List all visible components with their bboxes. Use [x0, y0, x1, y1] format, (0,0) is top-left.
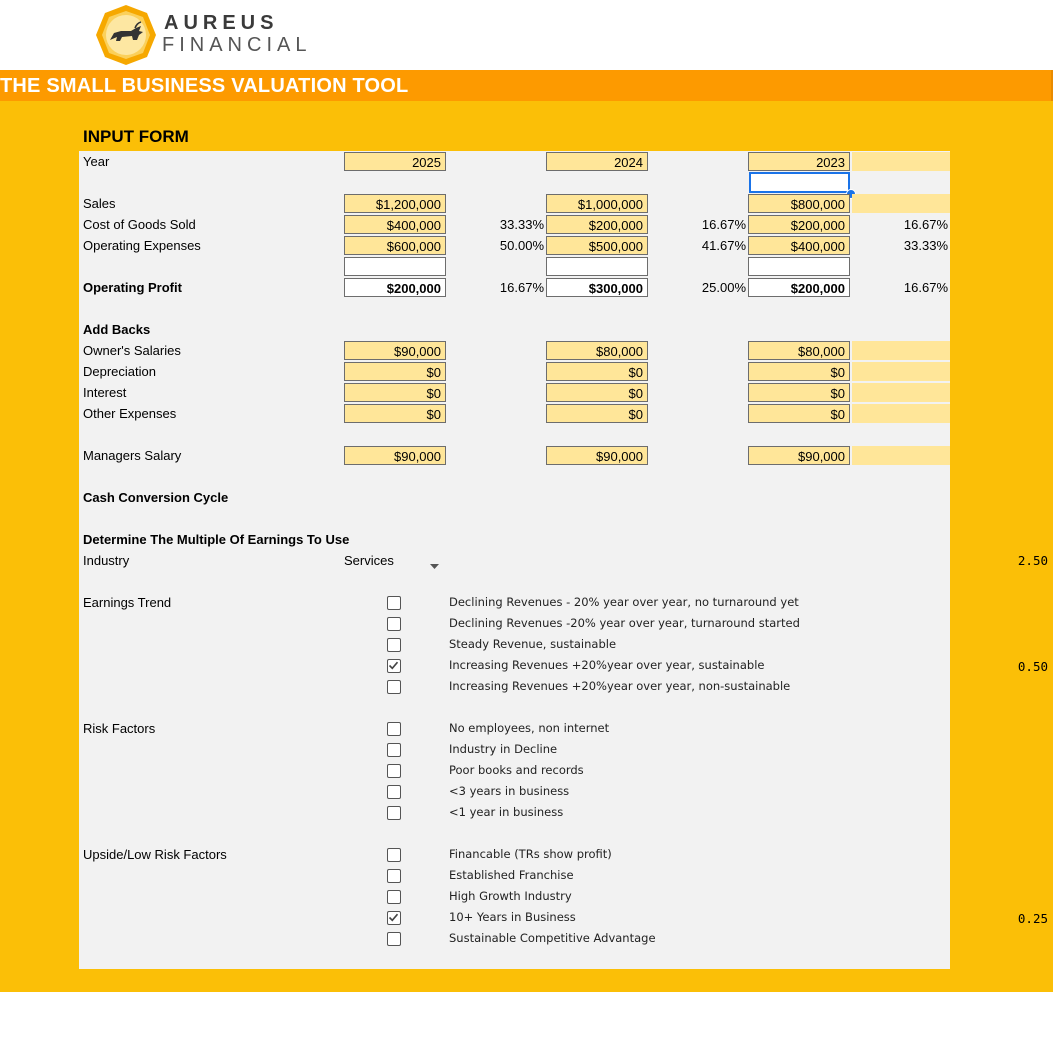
selected-cell[interactable] [749, 172, 850, 193]
risk-factor-option-label: <3 years in business [449, 784, 570, 798]
cogs-percent: 16.67% [701, 217, 746, 232]
upside-label: Upside/Low Risk Factors [83, 847, 227, 862]
risk-factor-option-label: No employees, non internet [449, 721, 610, 735]
depreciation-cell[interactable]: $0 [546, 362, 648, 381]
earnings-trend-option-label: Increasing Revenues +20%year over year, non-sustainable [449, 679, 791, 693]
opex-cell[interactable]: $600,000 [344, 236, 446, 255]
year-cell[interactable]: 2025 [344, 152, 446, 171]
opex-cell[interactable]: $500,000 [546, 236, 648, 255]
interest-cell[interactable]: $0 [344, 383, 446, 402]
cogs-percent: 33.33% [499, 217, 544, 232]
earnings-trend-option-label: Declining Revenues -20% year over year, turnaround started [449, 616, 800, 630]
upside-factor-checkbox[interactable] [387, 890, 401, 904]
opex-label: Operating Expenses [83, 238, 201, 253]
upside-factor-checkbox[interactable] [387, 911, 401, 925]
interest-label: Interest [83, 385, 127, 400]
opex-percent: 33.33% [903, 238, 948, 253]
opex-percent: 41.67% [701, 238, 746, 253]
upside-factor-option-label: 10+ Years in Business [449, 910, 576, 924]
operating-profit-cell[interactable]: $200,000 [344, 278, 446, 297]
other-expenses-cell[interactable]: $0 [546, 404, 648, 423]
checkbox-checked-icon [388, 912, 399, 923]
checkbox-checked-icon [388, 660, 399, 671]
cogs-cell[interactable]: $400,000 [344, 215, 446, 234]
upside-factor-checkbox[interactable] [387, 848, 401, 862]
operating-profit-label: Operating Profit [83, 280, 182, 295]
risk-factor-option-label: Poor books and records [449, 763, 584, 777]
earnings-trend-checkbox[interactable] [387, 617, 401, 631]
risk-factors-label: Risk Factors [83, 721, 156, 736]
operating-profit-percent: 25.00% [701, 280, 746, 295]
earnings-trend-multiple: 0.50 [1017, 659, 1048, 674]
managers-salary-cell[interactable]: $90,000 [344, 446, 446, 465]
page-title: THE SMALL BUSINESS VALUATION TOOL [0, 75, 409, 97]
depreciation-label: Depreciation [83, 364, 156, 379]
risk-factor-option-label: Industry in Decline [449, 742, 558, 756]
risk-factor-checkbox[interactable] [387, 785, 401, 799]
depreciation-cell[interactable]: $0 [748, 362, 850, 381]
brand-subtitle: FINANCIAL [162, 34, 312, 56]
dropdown-arrow-icon[interactable] [430, 558, 439, 573]
owners-salaries-label: Owner's Salaries [83, 343, 181, 358]
risk-factor-checkbox[interactable] [387, 764, 401, 778]
brand-name: AUREUS [164, 12, 279, 34]
operating-profit-percent: 16.67% [499, 280, 544, 295]
opex-cell[interactable]: $400,000 [748, 236, 850, 255]
upside-factor-option-label: High Growth Industry [449, 889, 572, 903]
other-expenses-cell[interactable]: $0 [748, 404, 850, 423]
other-expenses-strip [852, 404, 950, 423]
earnings-trend-checkbox[interactable] [387, 596, 401, 610]
sales-label: Sales [83, 196, 116, 211]
upside-factor-option-label: Financable (TRs show profit) [449, 847, 612, 861]
interest-cell[interactable]: $0 [546, 383, 648, 402]
managers-salary-label: Managers Salary [83, 448, 182, 463]
earnings-trend-option-label: Steady Revenue, sustainable [449, 637, 617, 651]
bull-logo-icon [95, 4, 157, 66]
owners-strip [852, 341, 950, 360]
year-label: Year [83, 154, 110, 169]
empty-cell[interactable] [748, 257, 850, 276]
cogs-cell[interactable]: $200,000 [546, 215, 648, 234]
multiple-heading: Determine The Multiple Of Earnings To Use [83, 532, 350, 547]
risk-factor-checkbox[interactable] [387, 722, 401, 736]
earnings-trend-checkbox[interactable] [387, 680, 401, 694]
depreciation-strip [852, 362, 950, 381]
input-form-heading: INPUT FORM [83, 127, 189, 146]
managers-salary-cell[interactable]: $90,000 [546, 446, 648, 465]
operating-profit-cell[interactable]: $300,000 [546, 278, 648, 297]
sales-cell[interactable]: $1,000,000 [546, 194, 648, 213]
cogs-percent: 16.67% [903, 217, 948, 232]
add-backs-label: Add Backs [83, 322, 151, 337]
earnings-trend-checkbox[interactable] [387, 659, 401, 673]
sales-cell[interactable]: $800,000 [748, 194, 850, 213]
managers-salary-cell[interactable]: $90,000 [748, 446, 850, 465]
industry-multiple: 2.50 [1017, 553, 1048, 568]
upside-multiple: 0.25 [1017, 911, 1048, 926]
upside-factor-option-label: Established Franchise [449, 868, 574, 882]
operating-profit-cell[interactable]: $200,000 [748, 278, 850, 297]
opex-percent: 50.00% [499, 238, 544, 253]
year-cell[interactable]: 2024 [546, 152, 648, 171]
risk-factor-checkbox[interactable] [387, 743, 401, 757]
interest-strip [852, 383, 950, 402]
managers-strip [852, 446, 950, 465]
risk-factor-checkbox[interactable] [387, 806, 401, 820]
other-expenses-label: Other Expenses [83, 406, 177, 421]
cogs-cell[interactable]: $200,000 [748, 215, 850, 234]
empty-cell[interactable] [546, 257, 648, 276]
owners-salaries-cell[interactable]: $80,000 [546, 341, 648, 360]
year-cell[interactable]: 2023 [748, 152, 850, 171]
year-strip [852, 152, 950, 171]
cogs-label: Cost of Goods Sold [83, 217, 196, 232]
owners-salaries-cell[interactable]: $80,000 [748, 341, 850, 360]
risk-factor-option-label: <1 year in business [449, 805, 564, 819]
other-expenses-cell[interactable]: $0 [344, 404, 446, 423]
earnings-trend-checkbox[interactable] [387, 638, 401, 652]
upside-factor-checkbox[interactable] [387, 932, 401, 946]
earnings-trend-label: Earnings Trend [83, 595, 172, 610]
earnings-trend-option-label: Declining Revenues - 20% year over year, no turnaround yet [449, 595, 799, 609]
interest-cell[interactable]: $0 [748, 383, 850, 402]
industry-label: Industry [83, 553, 130, 568]
industry-select-value: Services [344, 553, 394, 568]
sales-strip [852, 194, 950, 213]
owners-salaries-cell[interactable]: $90,000 [344, 341, 446, 360]
sales-cell[interactable]: $1,200,000 [344, 194, 446, 213]
upside-factor-checkbox[interactable] [387, 869, 401, 883]
depreciation-cell[interactable]: $0 [344, 362, 446, 381]
empty-cell[interactable] [344, 257, 446, 276]
earnings-trend-option-label: Increasing Revenues +20%year over year, sustainable [449, 658, 765, 672]
cash-conversion-cycle-label: Cash Conversion Cycle [83, 490, 229, 505]
operating-profit-percent: 16.67% [903, 280, 948, 295]
upside-factor-option-label: Sustainable Competitive Advantage [449, 931, 656, 945]
